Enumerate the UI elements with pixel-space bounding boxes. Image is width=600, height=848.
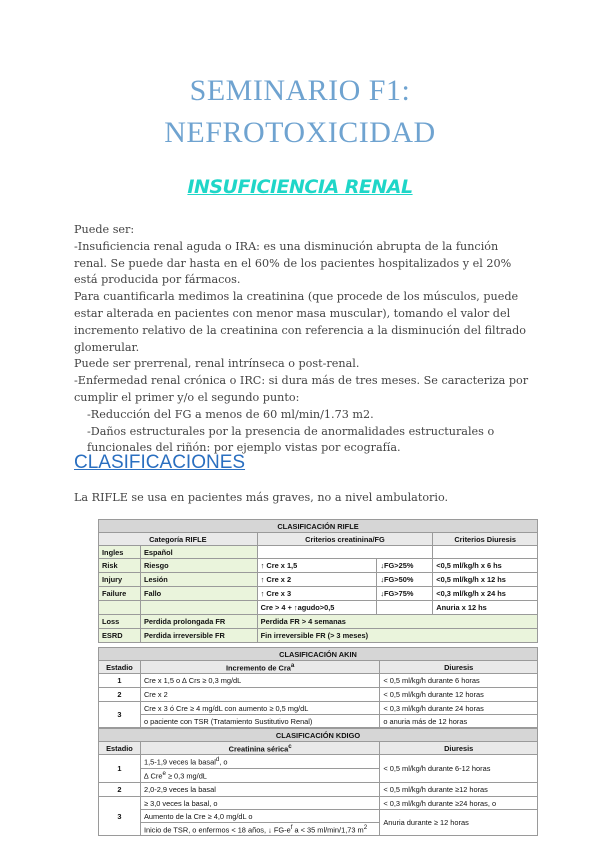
table-cell: ↑ Cre x 3 xyxy=(257,587,377,601)
table-cell: 3 xyxy=(99,797,141,836)
table-cell: Perdida FR > 4 semanas xyxy=(257,615,537,629)
column-header: Categoría RIFLE xyxy=(99,533,258,546)
table-cell: Perdida irreversible FR xyxy=(140,629,257,643)
table-cell: Failure xyxy=(99,587,141,601)
table-cell: <0,3 ml/kg/h x 24 hs xyxy=(433,587,538,601)
table-cell: o paciente con TSR (Tratamiento Sustitutivo Renal) xyxy=(140,715,379,728)
table-row xyxy=(99,559,538,573)
table-cell xyxy=(377,601,433,615)
table-cell xyxy=(377,546,433,559)
column-header: Creatinina sérica$^c$ xyxy=(140,742,379,755)
table-row xyxy=(99,688,538,702)
table-cell: Anuria x 12 hs xyxy=(433,601,538,615)
table-cell: Cre > 4 + ↑agudo>0,5 xyxy=(257,601,377,615)
table-row xyxy=(99,702,538,715)
table-cell xyxy=(140,601,257,615)
body-text xyxy=(74,222,529,457)
table-row xyxy=(99,797,538,810)
table-cell: < 0,3 ml/kg/h durante 24 horas xyxy=(380,702,538,715)
table-row xyxy=(99,615,538,629)
table-cell: Anuria durante ≥ 12 horas xyxy=(380,810,538,836)
column-header: Incremento de Cra$^a$ xyxy=(140,661,379,674)
paragraph: Para cuantificarla medimos la creatinina (que procede de los músculos, puede estar alterada en pacientes con menor masa muscular), tomando el valor del incremento relativo de la creatinina con referencia a la disminución del filtrado glomerular. xyxy=(74,290,527,354)
rifle-table xyxy=(98,519,538,643)
table-cell: ↑ Cre x 1,5 xyxy=(257,559,377,573)
table-cell: <0,5 ml/kg/h x 12 hs xyxy=(433,573,538,587)
table-cell: Perdida prolongada FR xyxy=(140,615,257,629)
table-row xyxy=(99,783,538,797)
table-cell: < 0,5 ml/kg/h durante 6 horas xyxy=(380,674,538,688)
column-header: Criterios creatinina/FG xyxy=(257,533,433,546)
table-cell: Inicio de TSR, o enfermos < 18 años, ↓ $FG-e^f$ a < 35 ml/min/1,73 $m^2$ xyxy=(140,823,379,836)
table-cell: < 0,3 ml/kg/h durante ≥24 horas, o xyxy=(380,797,538,810)
table-row xyxy=(99,587,538,601)
table-cell: Cre x 2 xyxy=(140,688,379,702)
table-cell: <0,5 ml/kg/h x 6 hs xyxy=(433,559,538,573)
table-cell: 3 xyxy=(99,702,141,728)
paragraph: Puede ser: xyxy=(74,223,135,236)
title-line-2: NEFROTOXICIDAD xyxy=(164,116,436,149)
table-cell: 1,5-1,9 veces la basal$^d$, o xyxy=(140,755,379,769)
table-cell: Aumento de la Cre ≥ 4,0 mg/dL o xyxy=(140,810,379,823)
column-header: Estadio xyxy=(99,661,141,674)
table-cell: ESRD xyxy=(99,629,141,643)
section-heading: CLASIFICACIONES xyxy=(74,452,246,473)
paragraph: -Insuficiencia renal aguda o IRA: es una disminución abrupta de la función renal. Se puede dar hasta en el 60% de los pacientes hospitalizados y el 20% está producida por fármacos. xyxy=(74,239,512,287)
column-header: Diuresis xyxy=(380,661,538,674)
table-row xyxy=(99,601,538,615)
subtitle: INSUFICIENCIA RENAL xyxy=(187,176,413,198)
table-cell: Cre x 1,5 o ∆ Crs ≥ 0,3 mg/dL xyxy=(140,674,379,688)
paragraph: -Reducción del FG a menos de 60 ml/min/1.73 m2. xyxy=(87,407,374,421)
paragraph: -Enfermedad renal crónica o IRC: si dura más de tres meses. Se caracteriza por cumplir el primer y/o el segundo punto: xyxy=(74,374,529,404)
table-cell: < 0,5 ml/kg/h durante 6-12 horas xyxy=(380,755,538,783)
table-row xyxy=(99,810,538,823)
table-cell: 1 xyxy=(99,674,141,688)
table-cell: Fallo xyxy=(140,587,257,601)
table-cell: Injury xyxy=(99,573,141,587)
table-cell: ↓FG>75% xyxy=(377,587,433,601)
table-cell: 1 xyxy=(99,755,141,783)
table-cell xyxy=(433,546,538,559)
table-cell: ↓FG>50% xyxy=(377,573,433,587)
table-cell: Español xyxy=(140,546,257,559)
table-cell: Lesión xyxy=(140,573,257,587)
table-cell xyxy=(99,601,141,615)
table-cell xyxy=(257,546,377,559)
column-header: Estadio xyxy=(99,742,141,755)
table-cell: 2 xyxy=(99,783,141,797)
column-header: Diuresis xyxy=(380,742,538,755)
table-cell: ↓FG>25% xyxy=(377,559,433,573)
column-header: Criterios Diuresis xyxy=(433,533,538,546)
table-cell: ∆ Cre$^e$ ≥ 0,3 mg/dL xyxy=(140,769,379,783)
table-row xyxy=(99,629,538,643)
table-row xyxy=(99,674,538,688)
table-row xyxy=(99,755,538,769)
table-cell: < 0,5 ml/kg/h durante 12 horas xyxy=(380,688,538,702)
table-cell: < 0,5 ml/kg/h durante ≥12 horas xyxy=(380,783,538,797)
paragraph: -Daños estructurales por la presencia de anormalidades estructurales o funcionales del riñón: por ejemplo vistas por ecografía. xyxy=(87,424,495,455)
table-title: CLASIFICACIÓN AKIN xyxy=(99,648,538,661)
title-line-1: SEMINARIO F1: xyxy=(189,74,411,107)
table-cell: Riesgo xyxy=(140,559,257,573)
table-cell: Risk xyxy=(99,559,141,573)
kdigo-table xyxy=(98,728,538,836)
table-cell: Ingles xyxy=(99,546,141,559)
table-row xyxy=(99,573,538,587)
table-cell: Cre x 3 ó Cre ≥ 4 mg/dL con aumento ≥ 0,5 mg/dL xyxy=(140,702,379,715)
table-row xyxy=(99,715,538,728)
table-title: CLASIFICACIÓN RIFLE xyxy=(99,520,538,533)
paragraph: Puede ser prerrenal, renal intrínseca o post-renal. xyxy=(74,357,360,371)
table-cell: 2 xyxy=(99,688,141,702)
table-cell: ≥ 3,0 veces la basal, o xyxy=(140,797,379,810)
table-title: CLASIFICACIÓN KDIGO xyxy=(99,729,538,742)
rifle-intro: La RIFLE se usa en pacientes más graves, no a nivel ambulatorio. xyxy=(74,491,449,504)
table-cell: ↑ Cre x 2 xyxy=(257,573,377,587)
akin-table xyxy=(98,647,538,728)
table-cell: Loss xyxy=(99,615,141,629)
table-cell: 2,0-2,9 veces la basal xyxy=(140,783,379,797)
table-cell: Fin irreversible FR (> 3 meses) xyxy=(257,629,537,643)
table-cell: o anuria más de 12 horas xyxy=(380,715,538,728)
